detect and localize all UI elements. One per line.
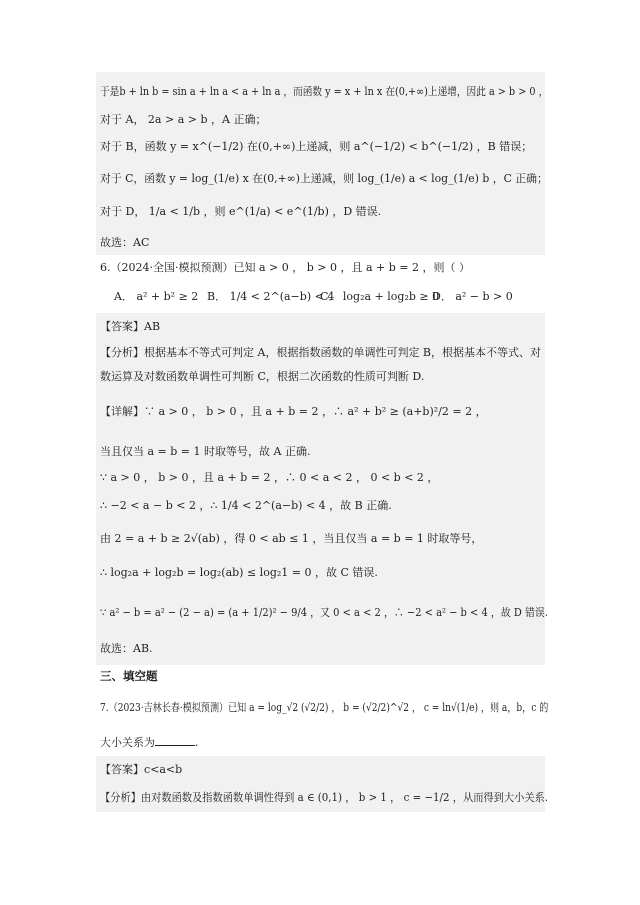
q6-detail-1: 【详解】∵ a > 0 ， b > 0 ，且 a + b = 2 ，∴ a² + b² ≥ (a+b)²/2 = 2 ， [100,405,487,418]
q7-answer-blank[interactable] [155,735,195,746]
q7-stem: 7.（2023·吉林长春·模拟预测）已知 a = log_√2 (√2/2) ， b = (√2/2)^√2 ， c = ln√(1/e) ，则 a，b，c 的 [100,701,549,714]
q7-analysis: 【分析】由对数函数及指数函数单调性得到 a ∈ (0,1) ， b > 1 ， c = −1/2 ，从而得到大小关系. [100,791,549,804]
q6-stem: 6.（2024·全国·模拟预测）已知 a > 0 ， b > 0 ，且 a + b = 2 ，则（ ） [100,261,470,274]
q5-line-4: 对于 C，函数 y = log_(1/e) x 在(0,+∞)上递减，则 log_(1/e) a < log_(1/e) b ，C 正确； [100,172,548,185]
q6-detail-6: ∴ log₂a + log₂b = log₂(ab) ≤ log₂1 = 0 ，故 C 错误. [100,566,378,579]
q6-option-c: C． log₂a + log₂b ≥ 0 [320,290,440,303]
q6-final: 故选：AB. [100,642,153,655]
q5-line-5: 对于 D， 1/a < 1/b ，则 e^(1/a) < e^(1/b) ，D 错误. [100,205,382,218]
q7-answer: 【答案】c<a<b [100,763,183,776]
q7-stem-b: 大小关系为 [100,736,155,749]
q6-analysis-2: 数运算及对数函数单调性可判断 C，根据二次函数的性质可判断 D. [100,370,425,383]
q6-answer: 【答案】AB [100,320,161,333]
q6-option-d: D． a² − b > 0 [432,290,513,303]
q6-detail-3: ∵ a > 0 ， b > 0 ，且 a + b = 2 ，∴ 0 < a < 2 ， 0 < b < 2 ， [100,471,439,484]
q5-line-1: 于是b + ln b = sin a + ln a < a + ln a ，而函数 y = x + ln x 在(0,+∞)上递增，因此 a > b > 0 ， [100,85,549,98]
q6-analysis-1: 【分析】根据基本不等式可判定 A，根据指数函数的单调性可判定 B，根据基本不等式、对 [100,346,542,359]
q7-stem-end: . [195,736,199,749]
q7-stem-line-2 [100,735,199,751]
q6-detail-4: ∴ −2 < a − b < 2 ，∴ 1/4 < 2^(a−b) < 4 ，故 B 正确. [100,499,392,512]
section-heading-fill-in: 三、填空题 [100,669,158,683]
q5-line-2: 对于 A， 2a > a > b ，A 正确； [100,113,267,126]
q5-line-3: 对于 B，函数 y = x^(−1/2) 在(0,+∞)上递减，则 a^(−1/2) < b^(−1/2) ，B 错误； [100,140,533,153]
q5-line-6: 故选：AC [100,236,150,249]
q6-detail-5: 由 2 = a + b ≥ 2√(ab) ，得 0 < ab ≤ 1 ，当且仅当 a = b = 1 时取等号， [100,532,483,545]
q6-detail-7: ∵ a² − b = a² − (2 − a) = (a + 1/2)² − 9/4 ，又 0 < a < 2 ，∴ −2 < a² − b < 4 ，故 D 错误. [100,606,548,619]
q6-detail-2: 当且仅当 a = b = 1 时取等号，故 A 正确. [100,445,311,458]
q6-option-b: B． 1/4 < 2^(a−b) < 4 [207,290,335,303]
q6-option-a: A． a² + b² ≥ 2 [114,290,199,303]
